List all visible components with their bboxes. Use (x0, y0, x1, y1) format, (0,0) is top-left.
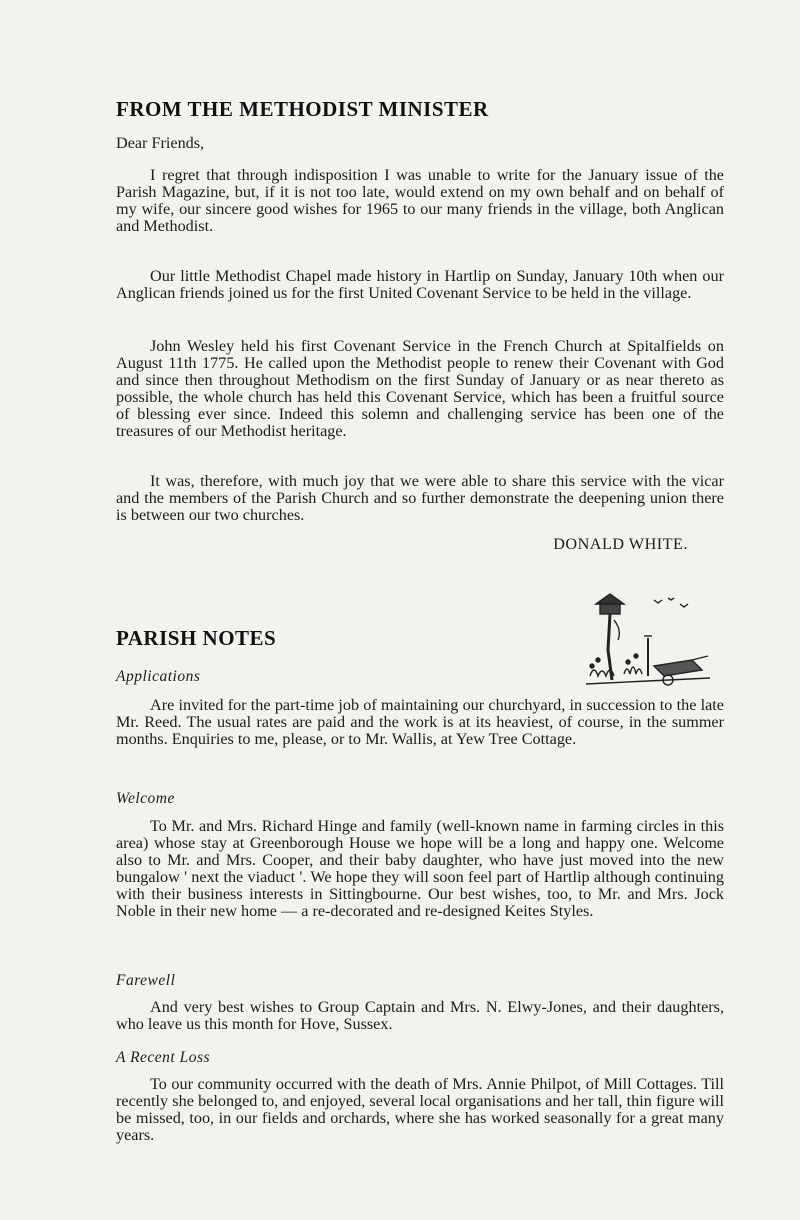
welcome-subheading: Welcome (116, 790, 175, 807)
salutation: Dear Friends, (116, 134, 205, 152)
recent-loss-subheading: A Recent Loss (116, 1049, 211, 1066)
applications-text: Are invited for the part-time job of maintaining our churchyard, in succession to the late Mr. Reed. The usual rates are paid and the work is at its heaviest, of course, in the summer months. Enquiries to me, please, or to Mr. Wallis, at Yew Tree Cottage. (116, 696, 724, 748)
parish-notes-heading: PARISH NOTES (116, 626, 277, 650)
methodist-paragraph-4: It was, therefore, with much joy that we were able to share this service with the vicar and the members of the Parish Church and so further demonstrate the deepening union there is between our two churches. (116, 472, 724, 524)
farewell-text: And very best wishes to Group Captain and Mrs. N. Elwy-Jones, and their daughters, who leave us this month for Hove, Sussex. (116, 998, 724, 1033)
methodist-heading: FROM THE METHODIST MINISTER (116, 97, 489, 121)
applications-subheading: Applications (116, 668, 201, 685)
signature: DONALD WHITE. (553, 535, 688, 553)
methodist-paragraph-1: I regret that through indisposition I was unable to write for the January issue of the Parish Magazine, but, if it is not too late, would extend on my own behalf and on behalf of my wife, our sincere good wishes for 1965 to our many friends in the village, both Anglican and Methodist. (116, 166, 724, 235)
methodist-paragraph-3: John Wesley held his first Covenant Service in the French Church at Spitalfields on August 11th 1775. He called upon the Methodist people to renew their Covenant with God and since then throughout Methodism on the first Sunday of January or as near thereto as possible, the whole church has held this Covenant Service, which has been a fruitful source of blessing ever since. Indeed this solemn and challenging service has been one of the treasures of our Methodist heritage. (116, 337, 724, 440)
farewell-subheading: Farewell (116, 972, 176, 989)
welcome-text: To Mr. and Mrs. Richard Hinge and family (well-known name in farming circles in this area) whose stay at Greenborough House we hope will be a long and happy one. Welcome also to Mr. and Mrs. Cooper, and their baby daughter, who have just moved into the new bungalow ' next the viaduct '. We hope they will soon feel part of Hartlip although continuing with their business interests in Sittingbourne. Our best wishes, too, to Mr. and Mrs. Jock Noble in their new home — a re-decorated and re-designed Keites Styles. (116, 817, 724, 920)
methodist-paragraph-2: Our little Methodist Chapel made history in Hartlip on Sunday, January 10th when our Anglican friends joined us for the first United Covenant Service to be held in the village. (116, 267, 724, 302)
recent-loss-text: To our community occurred with the death of Mrs. Annie Philpot, of Mill Cottages. Till recently she belonged to, and enjoyed, several local organisations and her tall, thin figure will be missed, too, in our fields and orchards, where she has worked seasonally for a great many years. (116, 1075, 724, 1144)
